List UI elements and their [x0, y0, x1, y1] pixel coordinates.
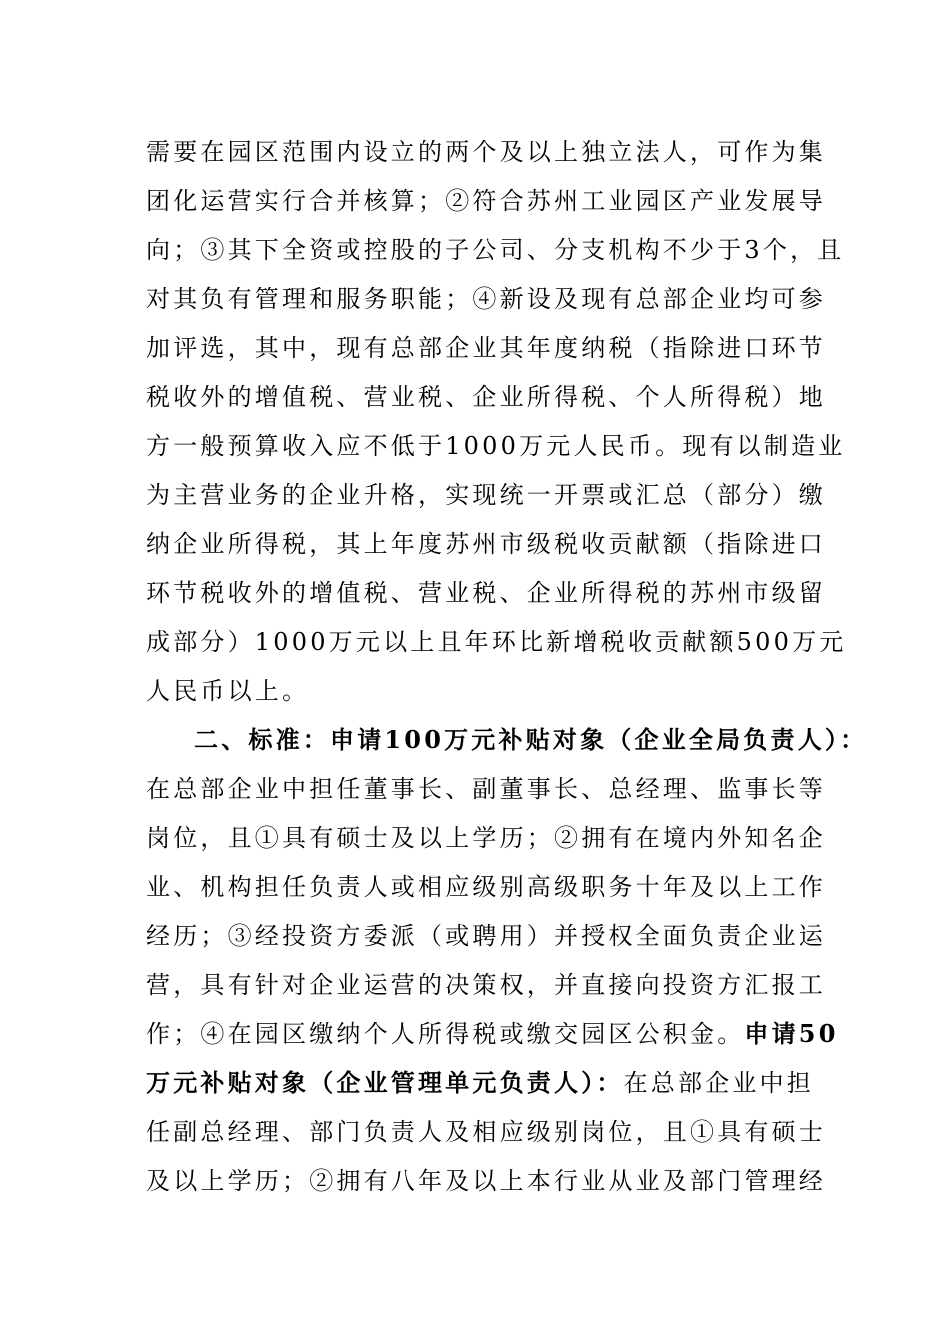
text-line: 业、机构担任负责人或相应级别高级职务十年及以上工作 — [146, 873, 826, 901]
text-line: 成部分）1000万元以上且年环比新增税收贡献额500万元 — [146, 628, 847, 656]
text-run: 作；④在园区缴纳个人所得税或缴交园区公积金。 — [146, 1020, 745, 1048]
text-line: 需要在园区范围内设立的两个及以上独立法人，可作为集 — [146, 138, 826, 166]
bold-run: 万元补贴对象（企业管理单元负责人）： — [146, 1068, 624, 1097]
text-run: 在总部企业中担 — [623, 1069, 815, 1097]
text-line: 团化运营实行合并核算；②符合苏州工业园区产业发展导 — [146, 187, 826, 215]
text-line: 方一般预算收入应不低于1000万元人民币。现有以制造业 — [146, 432, 846, 460]
text-line — [146, 1058, 814, 1108]
bold-run: 申请50 — [744, 1019, 839, 1048]
text-line: 为主营业务的企业升格，实现统一开票或汇总（部分）缴 — [146, 481, 826, 509]
text-line: 及以上学历；②拥有八年及以上本行业从业及部门管理经 — [146, 1167, 826, 1195]
section-heading: 二、标准：申请100万元补贴对象（企业全局负责人）： — [194, 725, 868, 754]
text-line: 对其负有管理和服务职能；④新设及现有总部企业均可参 — [146, 285, 826, 313]
text-line: 向；③其下全资或控股的子公司、分支机构不少于3个，且 — [146, 236, 845, 264]
text-line: 经历；③经投资方委派（或聘用）并授权全面负责企业运 — [146, 922, 826, 950]
text-line: 岗位，且①具有硕士及以上学历；②拥有在境内外知名企 — [146, 824, 826, 852]
text-line: 税收外的增值税、营业税、企业所得税、个人所得税）地 — [146, 383, 826, 411]
text-line: 在总部企业中担任董事长、副董事长、总经理、监事长等 — [146, 775, 826, 803]
text-line: 营，具有针对企业运营的决策权，并直接向投资方汇报工 — [146, 971, 826, 999]
text-line: 纳企业所得税，其上年度苏州市级税收贡献额（指除进口 — [146, 530, 826, 558]
text-line: 任副总经理、部门负责人及相应级别岗位，且①具有硕士 — [146, 1118, 826, 1146]
text-line: 加评选，其中，现有总部企业其年度纳税（指除进口环节 — [146, 334, 826, 362]
text-line — [146, 1009, 839, 1059]
text-line: 人民币以上。 — [146, 677, 310, 705]
text-line: 环节税收外的增值税、营业税、企业所得税的苏州市级留 — [146, 579, 826, 607]
